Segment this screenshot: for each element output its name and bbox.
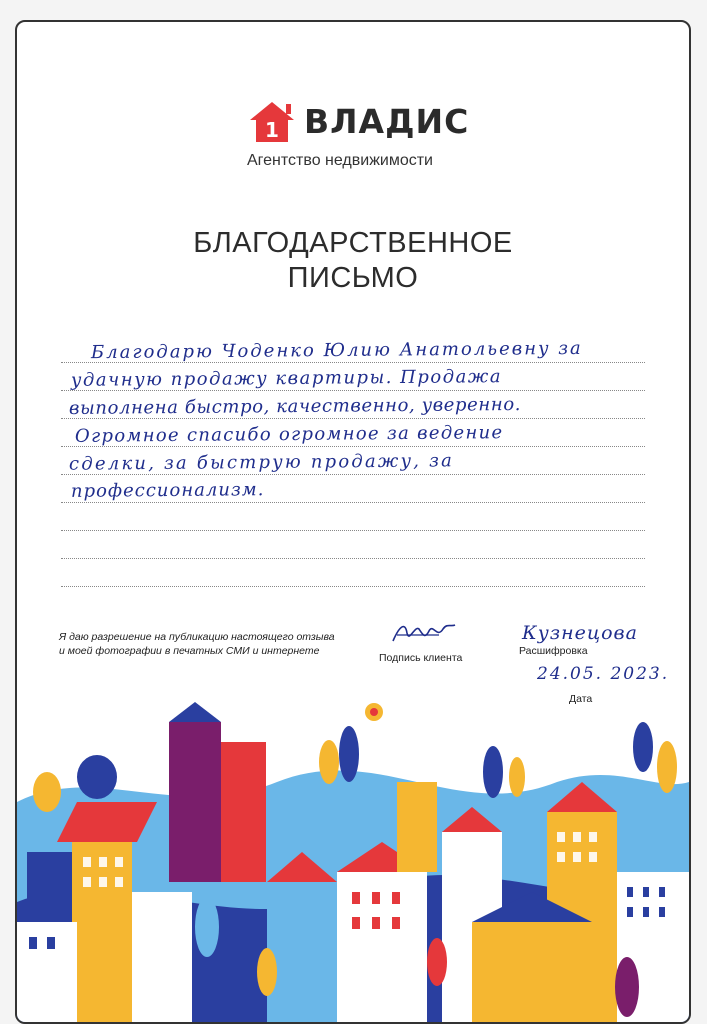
consent-line1: Я даю разрешение на публикацию настоящего отзыва [59,631,335,643]
date-label: Дата [569,693,593,705]
letter-title-line1: БЛАГОДАРСТВЕННОЕ [193,227,513,259]
signature-label: Подпись клиента [379,652,463,664]
city-illustration [17,682,689,1022]
handwritten-line: сделки, за быструю продажу, за [68,450,455,475]
dotted-rule [61,474,645,475]
client-signature [389,617,459,647]
logo-digit: 1 [265,118,279,142]
consent-line2: и моей фотографии в печатных СМИ и интернете [59,645,320,657]
dotted-rule [61,530,645,531]
handwritten-line: профессионализм. [70,479,265,502]
dotted-rule [61,586,645,587]
transcript-value: Кузнецова [522,622,638,644]
dotted-rule [61,558,645,559]
brand-tagline: Агентство недвижимости [247,152,433,169]
dotted-rule [61,502,645,503]
handwritten-line: выполнена быстро, качественно, уверенно. [68,394,522,419]
handwritten-line: Огромное спасибо огромное за ведение [74,422,504,447]
publication-consent [59,630,335,658]
letter-title-line2: ПИСЬМО [287,262,419,294]
handwritten-line: удачную продажу квартиры. Продажа [70,366,503,391]
letter-sheet [15,20,691,1024]
transcript-label: Расшифровка [519,645,588,657]
brand-name: ВЛАДИС [304,102,470,141]
date-value: 24.05. 2023. [537,664,670,684]
brand-logo [248,100,488,160]
house-logo-icon [248,100,296,144]
handwritten-line: Благодарю Чоденко Юлию Анатольевну за [90,337,583,364]
